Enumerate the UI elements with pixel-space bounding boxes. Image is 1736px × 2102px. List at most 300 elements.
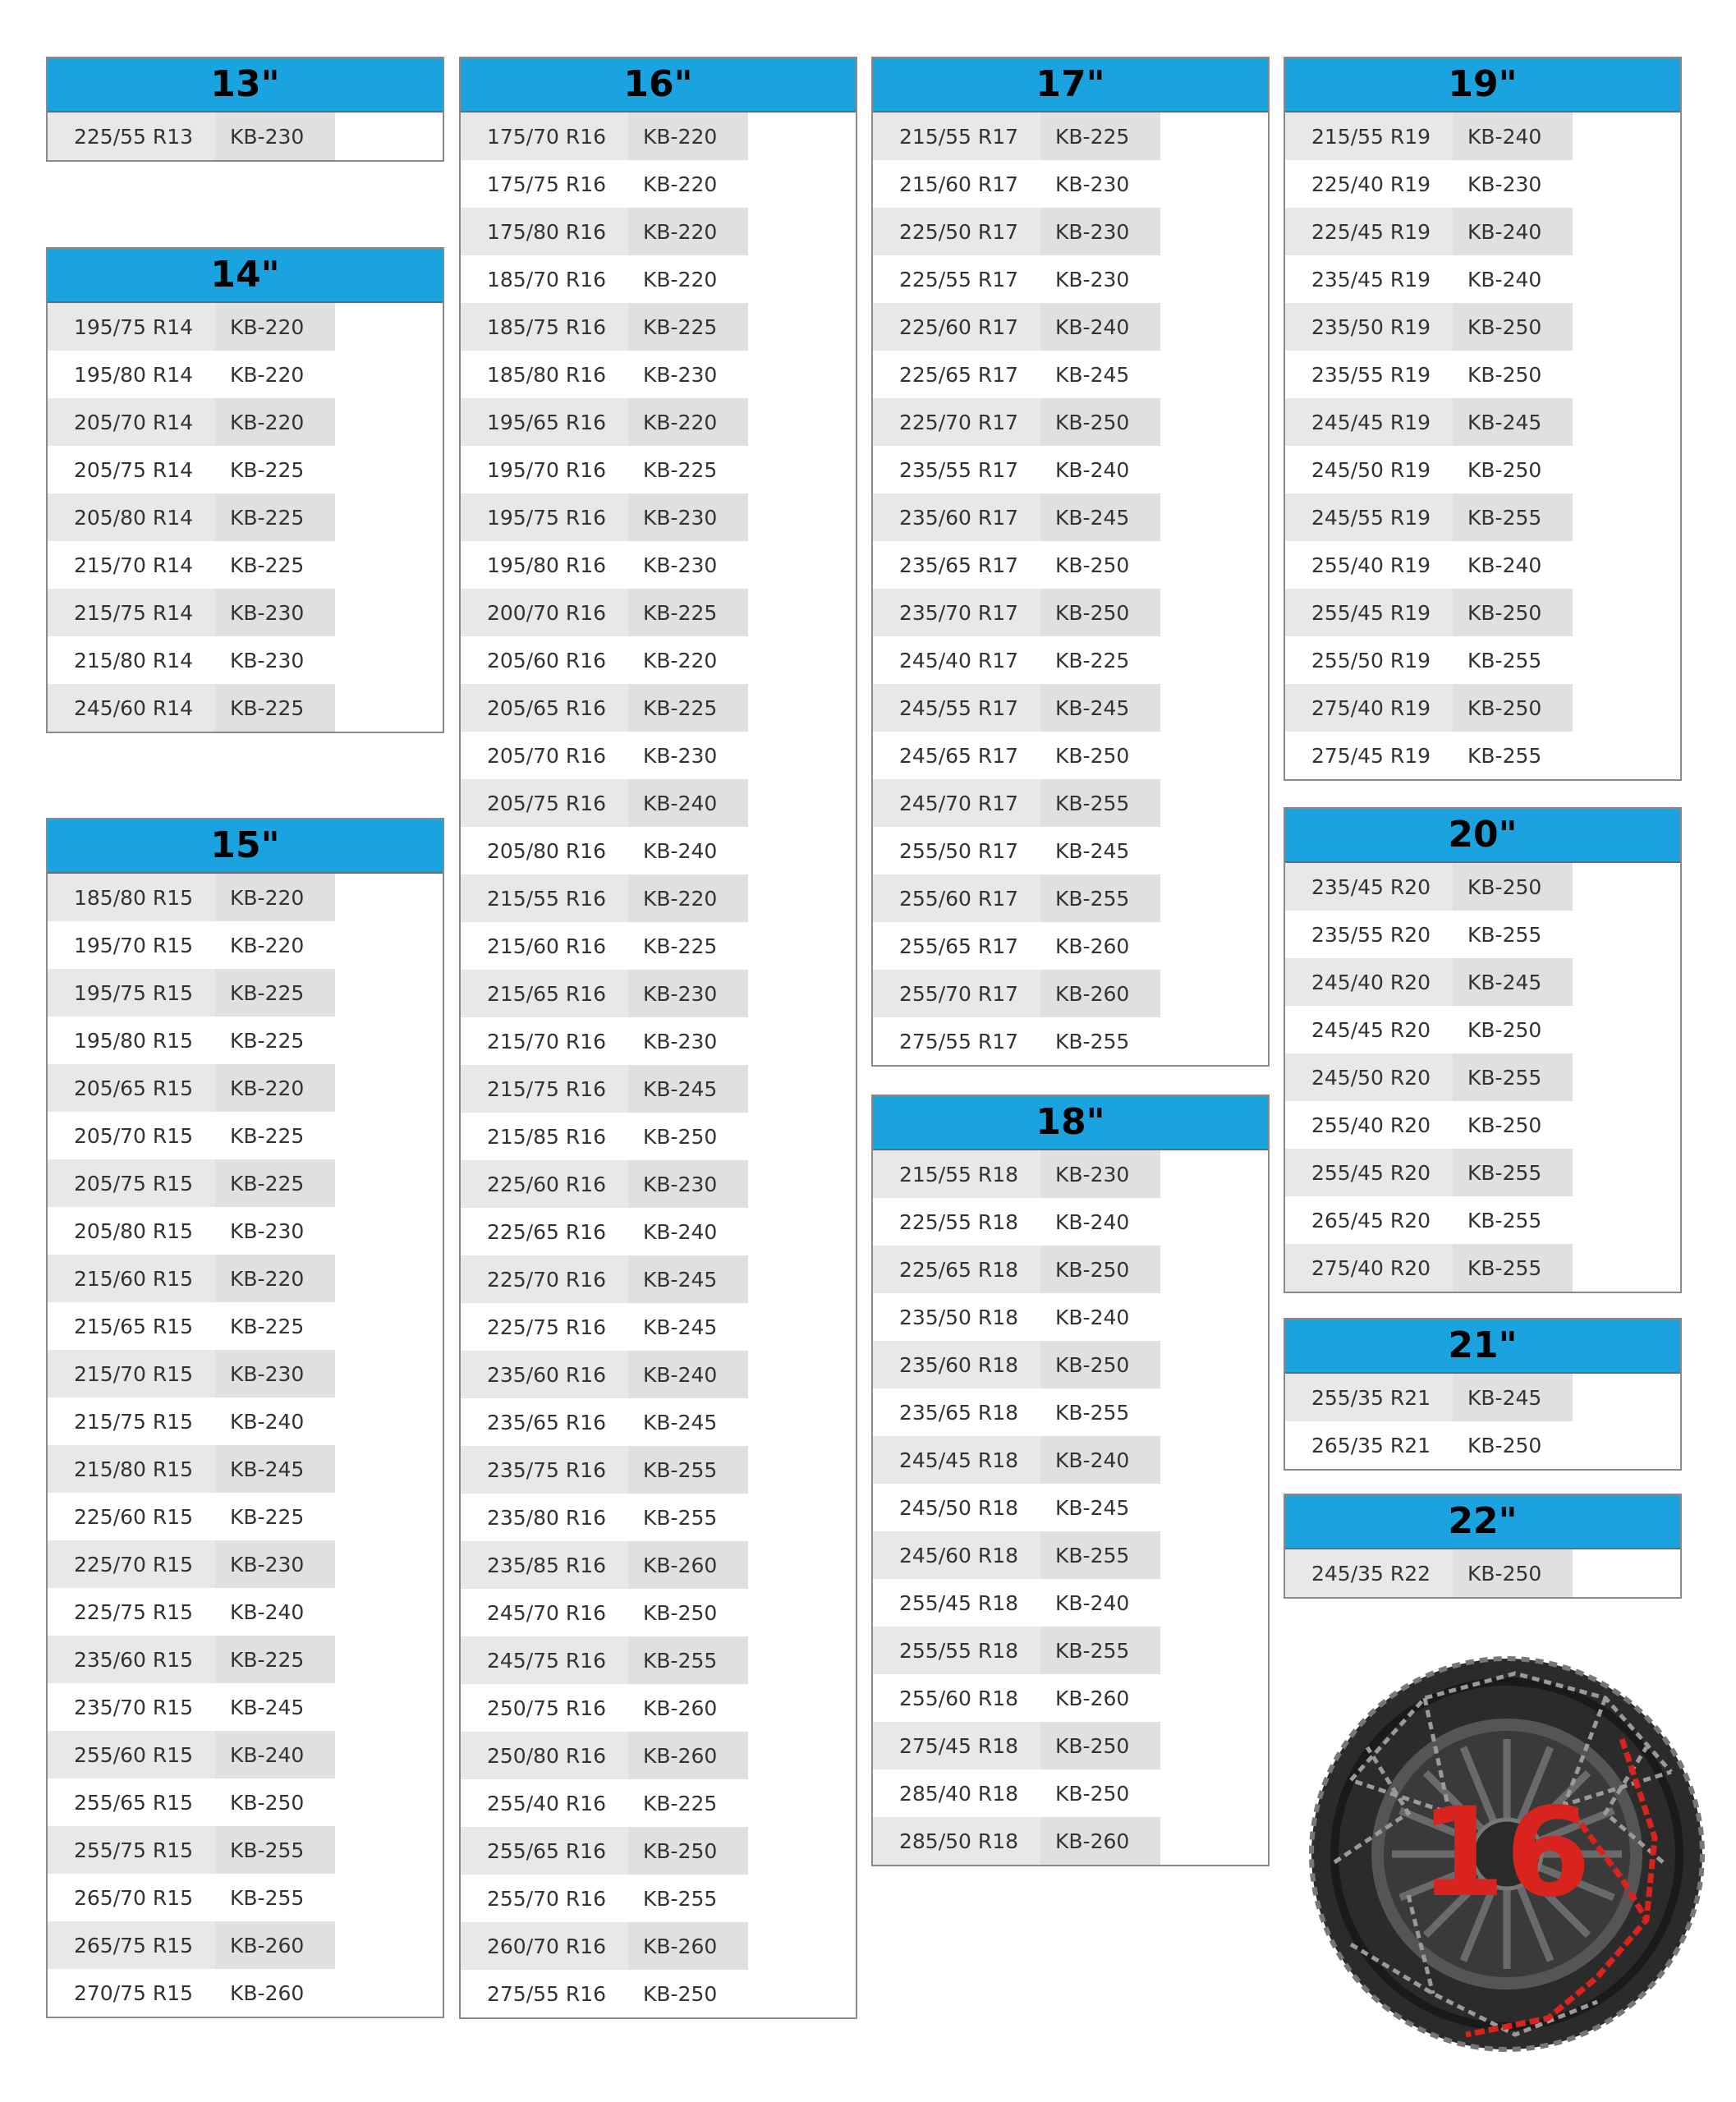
chain-model-cell: KB-240 [1055, 1209, 1130, 1234]
chain-model-cell: KB-220 [643, 267, 718, 291]
chain-model-cell: KB-230 [1055, 267, 1130, 291]
tire-size-cell: 175/70 R16 [461, 112, 628, 160]
tire-size-cell: 185/75 R16 [461, 303, 628, 351]
chain-model-cell: KB-255 [1453, 1149, 1573, 1196]
table-row [1285, 1421, 1680, 1469]
tire-size-cell: 205/70 R15 [74, 1123, 194, 1148]
chain-model-cell: KB-240 [1055, 1305, 1130, 1329]
table-row [873, 255, 1268, 303]
table-header: 22" [1285, 1495, 1680, 1549]
tire-size-cell: 255/45 R19 [1285, 589, 1453, 636]
table-row [461, 732, 856, 779]
table-row [461, 1922, 856, 1970]
tire-size-cell: 235/80 R16 [487, 1505, 607, 1530]
chain-model-cell: KB-255 [215, 1826, 335, 1874]
size-table [459, 57, 857, 2019]
table-row [48, 351, 443, 398]
tire-size-cell: 195/80 R16 [487, 553, 607, 577]
table-row [461, 1017, 856, 1065]
chain-model-cell: KB-225 [230, 1123, 305, 1148]
table-row [48, 969, 443, 1017]
table-row [48, 1540, 443, 1588]
tire-size-cell: 175/75 R16 [487, 172, 607, 196]
chain-model-cell: KB-250 [1453, 863, 1573, 911]
chain-model-cell: KB-255 [1467, 922, 1542, 947]
chain-model-cell: KB-230 [230, 648, 305, 672]
chain-model-cell: KB-220 [215, 303, 335, 351]
tire-size-cell: 225/65 R16 [487, 1219, 607, 1244]
chain-model-cell: KB-240 [1467, 553, 1542, 577]
chain-model-cell: KB-240 [1040, 303, 1160, 351]
table-row [461, 1494, 856, 1541]
table-row [461, 1875, 856, 1922]
table-row [873, 1150, 1268, 1198]
table-row [461, 1684, 856, 1732]
tire-size-cell: 185/70 R16 [487, 267, 607, 291]
table-row [48, 1921, 443, 1969]
tire-size-cell: 235/75 R16 [461, 1446, 628, 1494]
chain-model-cell: KB-240 [1453, 208, 1573, 255]
tire-size-cell: 205/80 R15 [74, 1219, 194, 1243]
table-row [873, 1674, 1268, 1722]
table-row [48, 1255, 443, 1302]
table-row [873, 1017, 1268, 1065]
chain-model-cell: KB-250 [1467, 457, 1542, 482]
tire-size-cell: 215/60 R16 [487, 934, 607, 958]
table-row [873, 636, 1268, 684]
table-row [48, 541, 443, 589]
tire-size-cell: 225/70 R17 [873, 398, 1040, 446]
chain-model-cell: KB-220 [628, 208, 748, 255]
chain-model-cell: KB-225 [215, 1159, 335, 1207]
table-row [1285, 303, 1680, 351]
tire-size-cell: 265/70 R15 [74, 1885, 194, 1910]
tire-size-cell: 215/70 R16 [487, 1029, 607, 1053]
chain-model-cell: KB-230 [1040, 1150, 1160, 1198]
table-row [461, 1398, 856, 1446]
table-row [873, 112, 1268, 160]
table-row [1285, 1244, 1680, 1292]
table-row [461, 255, 856, 303]
tire-size-cell: 255/40 R16 [487, 1791, 607, 1815]
chain-model-cell: KB-245 [1040, 684, 1160, 732]
table-row [48, 636, 443, 684]
table-row [873, 922, 1268, 970]
tire-size-cell: 245/50 R20 [1285, 1053, 1453, 1101]
chain-model-cell: KB-255 [628, 1446, 748, 1494]
chain-model-cell: KB-240 [1040, 1436, 1160, 1484]
table-row [461, 1113, 856, 1160]
table-row [1285, 351, 1680, 398]
chain-model-cell: KB-225 [230, 457, 305, 482]
table-row [1285, 684, 1680, 732]
table-row [461, 1208, 856, 1255]
tire-size-cell: 255/40 R20 [1311, 1113, 1431, 1137]
table-row [461, 541, 856, 589]
chain-model-cell: KB-245 [1453, 1374, 1573, 1421]
table-row [1285, 863, 1680, 911]
chain-model-cell: KB-250 [643, 1124, 718, 1149]
chain-model-cell: KB-250 [628, 1827, 748, 1875]
tire-size-cell: 245/50 R19 [1311, 457, 1431, 482]
size-table [1284, 1318, 1682, 1471]
chain-model-cell: KB-230 [628, 1160, 748, 1208]
table-row [1285, 1196, 1680, 1244]
table-row [461, 1303, 856, 1351]
chain-model-cell: KB-260 [643, 1696, 718, 1720]
chain-model-cell: KB-230 [215, 589, 335, 636]
tire-size-cell: 215/65 R16 [461, 970, 628, 1017]
chain-model-cell: KB-220 [628, 398, 748, 446]
tire-size-cell: 215/80 R14 [74, 648, 194, 672]
table-row [873, 1246, 1268, 1293]
table-row [461, 874, 856, 922]
table-row [1285, 160, 1680, 208]
chain-model-cell: KB-225 [643, 1791, 718, 1815]
table-row [461, 827, 856, 874]
table-row [48, 1969, 443, 2017]
chain-model-cell: KB-245 [1055, 838, 1130, 863]
table-row [461, 1351, 856, 1398]
table-row [48, 1778, 443, 1826]
tire-size-cell: 275/55 R16 [487, 1981, 607, 2006]
table-row [48, 493, 443, 541]
table-row [48, 1017, 443, 1064]
tire-size-cell: 265/75 R15 [48, 1921, 215, 1969]
tire-size-cell: 195/80 R15 [74, 1028, 194, 1053]
chain-model-cell: KB-225 [215, 493, 335, 541]
tire-size-cell: 235/55 R20 [1311, 922, 1431, 947]
tire-size-cell: 275/45 R18 [873, 1722, 1040, 1769]
tire-size-cell: 255/50 R19 [1311, 648, 1431, 672]
table-row [873, 1484, 1268, 1531]
tire-size-cell: 225/55 R18 [899, 1209, 1019, 1234]
chain-model-cell: KB-230 [643, 743, 718, 768]
tire-size-cell: 225/65 R18 [873, 1246, 1040, 1293]
chain-model-cell: KB-250 [643, 1981, 718, 2006]
table-row [461, 922, 856, 970]
tire-size-cell: 245/45 R18 [873, 1436, 1040, 1484]
chain-model-cell: KB-225 [643, 457, 718, 482]
chain-model-cell: KB-220 [628, 874, 748, 922]
table-row [461, 1446, 856, 1494]
table-row [48, 1159, 443, 1207]
chain-model-cell: KB-250 [1453, 1549, 1573, 1597]
chain-model-cell: KB-245 [1055, 1495, 1130, 1520]
tire-size-cell: 195/80 R14 [74, 362, 194, 387]
table-row [873, 1531, 1268, 1579]
chain-model-cell: KB-225 [230, 1028, 305, 1053]
tire-size-cell: 285/40 R18 [899, 1781, 1019, 1806]
chain-model-cell: KB-255 [1453, 493, 1573, 541]
chain-model-cell: KB-255 [643, 1505, 718, 1530]
table-row [48, 303, 443, 351]
tire-size-cell: 255/45 R20 [1285, 1149, 1453, 1196]
tire-size-cell: 225/40 R19 [1311, 172, 1431, 196]
tire-size-cell: 225/60 R16 [461, 1160, 628, 1208]
chain-model-cell: KB-230 [643, 553, 718, 577]
tire-size-cell: 275/45 R19 [1311, 743, 1431, 768]
table-row [1285, 208, 1680, 255]
chain-model-cell: KB-250 [1453, 684, 1573, 732]
chain-model-cell: KB-250 [1040, 589, 1160, 636]
size-table [1284, 807, 1682, 1293]
chain-model-cell: KB-230 [1040, 208, 1160, 255]
table-row [873, 398, 1268, 446]
table-row [873, 160, 1268, 208]
chain-model-cell: KB-220 [215, 874, 335, 921]
chain-model-cell: KB-220 [628, 112, 748, 160]
table-row [48, 1207, 443, 1255]
table-row [1285, 255, 1680, 303]
table-row [461, 351, 856, 398]
chain-model-cell: KB-230 [628, 970, 748, 1017]
table-row [873, 1627, 1268, 1674]
table-row [461, 589, 856, 636]
tire-size-cell: 235/60 R17 [873, 493, 1040, 541]
table-row [48, 398, 443, 446]
chain-model-cell: KB-250 [643, 1600, 718, 1625]
tire-size-cell: 205/70 R16 [487, 743, 607, 768]
table-row [461, 398, 856, 446]
table-row [461, 1732, 856, 1779]
table-row [461, 1541, 856, 1589]
snow-chain-wheel-image [1302, 1649, 1712, 2059]
tire-size-cell: 250/80 R16 [461, 1732, 628, 1779]
chain-model-cell: KB-250 [1055, 1781, 1130, 1806]
table-row [1285, 112, 1680, 160]
chain-model-cell: KB-250 [1040, 1722, 1160, 1769]
table-row [1285, 589, 1680, 636]
table-row [461, 303, 856, 351]
chain-model-cell: KB-240 [628, 1351, 748, 1398]
tire-size-cell: 215/70 R14 [74, 553, 194, 577]
table-row [873, 303, 1268, 351]
table-row [1285, 1006, 1680, 1053]
chain-model-cell: KB-240 [230, 1599, 305, 1624]
chain-model-cell: KB-250 [1055, 553, 1130, 577]
tire-size-cell: 245/50 R18 [899, 1495, 1019, 1520]
tire-size-cell: 245/60 R18 [873, 1531, 1040, 1579]
tire-size-cell: 195/75 R14 [48, 303, 215, 351]
table-row [873, 589, 1268, 636]
tire-size-cell: 235/55 R17 [899, 457, 1019, 482]
chain-model-cell: KB-255 [230, 1885, 305, 1910]
table-header: 14" [48, 249, 443, 303]
chain-model-cell: KB-225 [643, 934, 718, 958]
table-row [461, 1636, 856, 1684]
table-row [873, 351, 1268, 398]
tire-size-cell: 255/70 R17 [873, 970, 1040, 1017]
table-row [48, 684, 443, 732]
tire-size-cell: 215/75 R15 [74, 1409, 194, 1434]
table-row [48, 1112, 443, 1159]
chain-model-cell: KB-225 [1055, 648, 1130, 672]
chain-model-cell: KB-230 [628, 493, 748, 541]
tire-size-cell: 205/65 R15 [48, 1064, 215, 1112]
tire-size-cell: 245/35 R22 [1285, 1549, 1453, 1597]
wheel-size-label: 16 [1419, 1782, 1591, 1925]
chain-model-cell: KB-240 [1055, 457, 1130, 482]
tire-size-cell: 245/40 R17 [899, 648, 1019, 672]
table-row [873, 1817, 1268, 1865]
table-row [461, 112, 856, 160]
chain-model-cell: KB-250 [1467, 1433, 1542, 1457]
chain-model-cell: KB-255 [1055, 1400, 1130, 1425]
chain-model-cell: KB-245 [643, 1315, 718, 1339]
chain-model-cell: KB-240 [230, 1409, 305, 1434]
table-row [48, 1493, 443, 1540]
chain-model-cell: KB-240 [1453, 112, 1573, 160]
tire-size-cell: 225/75 R15 [74, 1599, 194, 1624]
table-row [873, 541, 1268, 589]
chain-model-cell: KB-255 [1467, 648, 1542, 672]
size-table [1284, 1494, 1682, 1599]
tire-size-cell: 205/75 R14 [74, 457, 194, 482]
table-row [873, 684, 1268, 732]
chain-model-cell: KB-220 [215, 1255, 335, 1302]
table-row [873, 1341, 1268, 1388]
table-row [1285, 1101, 1680, 1149]
tire-size-cell: 245/70 R16 [487, 1600, 607, 1625]
tire-size-cell: 255/65 R17 [899, 934, 1019, 958]
tire-size-cell: 215/70 R15 [48, 1350, 215, 1398]
chain-model-cell: KB-255 [1040, 1627, 1160, 1674]
tire-size-cell: 245/55 R17 [873, 684, 1040, 732]
chain-model-cell: KB-255 [1453, 1053, 1573, 1101]
tire-size-cell: 215/55 R16 [461, 874, 628, 922]
table-row [873, 1388, 1268, 1436]
table-header: 15" [48, 819, 443, 874]
chain-model-cell: KB-230 [230, 1219, 305, 1243]
tire-size-cell: 225/45 R19 [1285, 208, 1453, 255]
tire-size-cell: 235/50 R18 [899, 1305, 1019, 1329]
chain-model-cell: KB-240 [1467, 267, 1542, 291]
table-row [461, 493, 856, 541]
chain-model-cell: KB-245 [1453, 398, 1573, 446]
tire-size-cell: 185/80 R16 [487, 362, 607, 387]
tire-size-cell: 215/80 R15 [48, 1445, 215, 1493]
table-row [873, 874, 1268, 922]
tire-size-cell: 245/45 R20 [1311, 1017, 1431, 1042]
table-row [873, 1579, 1268, 1627]
chain-model-cell: KB-225 [215, 1636, 335, 1683]
table-row [48, 1350, 443, 1398]
table-row [461, 1779, 856, 1827]
table-row [1285, 446, 1680, 493]
table-row [873, 493, 1268, 541]
tire-size-cell: 260/70 R16 [461, 1922, 628, 1970]
chain-model-cell: KB-225 [1040, 112, 1160, 160]
tire-size-cell: 225/55 R13 [48, 112, 215, 160]
table-row [1285, 398, 1680, 446]
tire-size-cell: 255/60 R15 [48, 1731, 215, 1778]
chain-model-cell: KB-260 [1055, 934, 1130, 958]
chain-model-cell: KB-230 [643, 1029, 718, 1053]
chain-model-cell: KB-220 [215, 1064, 335, 1112]
tire-size-cell: 255/60 R17 [873, 874, 1040, 922]
chain-model-cell: KB-230 [1467, 172, 1542, 196]
chain-model-cell: KB-260 [628, 1732, 748, 1779]
tire-size-cell: 235/55 R19 [1311, 362, 1431, 387]
tire-size-cell: 225/65 R17 [899, 362, 1019, 387]
tire-size-cell: 255/65 R15 [74, 1790, 194, 1815]
size-table [46, 247, 444, 733]
size-table [871, 57, 1270, 1067]
table-row [461, 1970, 856, 2017]
tire-size-cell: 215/60 R17 [899, 172, 1019, 196]
table-row [48, 874, 443, 921]
table-row [48, 1874, 443, 1921]
tire-size-cell: 275/55 R17 [899, 1029, 1019, 1053]
chain-model-cell: KB-255 [1040, 779, 1160, 827]
chain-model-cell: KB-255 [1453, 1244, 1573, 1292]
tire-size-cell: 235/70 R15 [74, 1695, 194, 1719]
table-row [48, 446, 443, 493]
tire-size-cell: 245/65 R17 [899, 743, 1019, 768]
tire-size-cell: 255/35 R21 [1285, 1374, 1453, 1421]
chain-model-cell: KB-250 [1040, 398, 1160, 446]
chain-model-cell: KB-245 [230, 1695, 305, 1719]
table-row [873, 1722, 1268, 1769]
table-row [48, 1636, 443, 1683]
tire-size-cell: 235/70 R17 [873, 589, 1040, 636]
table-row [48, 589, 443, 636]
tire-size-cell: 215/55 R18 [873, 1150, 1040, 1198]
snow-chain-wheel-icon [1302, 1649, 1712, 2059]
chain-model-cell: KB-230 [215, 1350, 335, 1398]
chain-model-cell: KB-250 [230, 1790, 305, 1815]
chain-model-cell: KB-255 [1467, 743, 1542, 768]
table-row [1285, 636, 1680, 684]
table-header: 20" [1285, 809, 1680, 863]
table-row [48, 1588, 443, 1636]
table-row [873, 208, 1268, 255]
chain-model-cell: KB-245 [1055, 362, 1130, 387]
table-row [48, 1826, 443, 1874]
chain-model-cell: KB-225 [215, 969, 335, 1017]
tire-size-cell: 200/70 R16 [461, 589, 628, 636]
chain-model-cell: KB-255 [643, 1886, 718, 1911]
tire-size-cell: 175/80 R16 [461, 208, 628, 255]
chain-model-cell: KB-240 [1055, 1590, 1130, 1615]
tire-size-cell: 235/45 R20 [1285, 863, 1453, 911]
tire-size-cell: 235/65 R18 [899, 1400, 1019, 1425]
table-row [461, 779, 856, 827]
table-header: 18" [873, 1096, 1268, 1150]
chain-model-cell: KB-255 [628, 1636, 748, 1684]
table-row [873, 1436, 1268, 1484]
tire-size-cell: 245/55 R19 [1285, 493, 1453, 541]
table-header: 17" [873, 58, 1268, 112]
chain-model-cell: KB-230 [643, 362, 718, 387]
table-row [1285, 1149, 1680, 1196]
tire-size-cell: 225/60 R15 [74, 1504, 194, 1529]
table-row [461, 160, 856, 208]
table-header: 13" [48, 58, 443, 112]
tire-size-cell: 195/75 R15 [48, 969, 215, 1017]
table-row [48, 1302, 443, 1350]
tire-size-cell: 235/85 R16 [461, 1541, 628, 1589]
chain-model-cell: KB-260 [215, 1921, 335, 1969]
tire-size-cell: 205/65 R16 [461, 684, 628, 732]
table-header: 16" [461, 58, 856, 112]
chain-model-cell: KB-225 [230, 553, 305, 577]
table-row [873, 970, 1268, 1017]
tire-size-cell: 275/40 R20 [1285, 1244, 1453, 1292]
tire-size-cell: 205/70 R14 [48, 398, 215, 446]
tire-size-cell: 205/60 R16 [487, 648, 607, 672]
